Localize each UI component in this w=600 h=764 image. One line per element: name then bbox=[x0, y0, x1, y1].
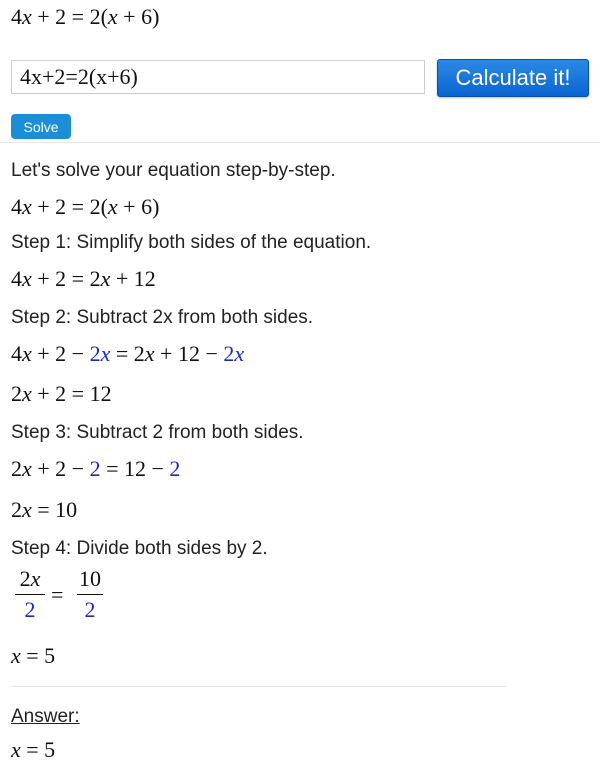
left-numerator: 2x bbox=[19, 566, 41, 591]
answer-divider bbox=[11, 686, 506, 687]
fraction-equals: = bbox=[51, 582, 64, 607]
step1-text: Step 1: Simplify both sides of the equation. bbox=[11, 232, 372, 253]
equation-input[interactable] bbox=[11, 60, 425, 94]
equation-step2b: 2x + 2 = 12 bbox=[11, 381, 112, 406]
equation-step2a: 4x + 2 − 2x = 2x + 12 − 2x bbox=[11, 341, 245, 366]
intro-text: Let's solve your equation step-by-step. bbox=[11, 160, 336, 181]
equation-header: 4x + 2 = 2(x + 6) bbox=[11, 4, 160, 29]
step2-text: Step 2: Subtract 2x from both sides. bbox=[11, 307, 314, 328]
answer-value: x = 5 bbox=[11, 737, 56, 762]
equation-step3b: 2x = 10 bbox=[11, 497, 78, 522]
equation-original: 4x + 2 = 2(x + 6) bbox=[11, 194, 160, 219]
equation-step1: 4x + 2 = 2x + 12 bbox=[11, 266, 156, 291]
right-numerator: 10 bbox=[79, 566, 101, 591]
step3-text: Step 3: Subtract 2 from both sides. bbox=[11, 422, 304, 443]
equation-step3a: 2x + 2 − 2 = 12 − 2 bbox=[11, 456, 181, 481]
top-divider bbox=[0, 142, 600, 143]
right-denominator: 2 bbox=[84, 597, 96, 622]
answer-label: Answer: bbox=[11, 706, 80, 727]
equation-result: x = 5 bbox=[11, 643, 56, 668]
left-denominator: 2 bbox=[24, 597, 36, 622]
solve-button[interactable]: Solve bbox=[11, 114, 71, 139]
step4-text: Step 4: Divide both sides by 2. bbox=[11, 538, 268, 559]
calculate-button[interactable]: Calculate it! bbox=[437, 59, 589, 97]
